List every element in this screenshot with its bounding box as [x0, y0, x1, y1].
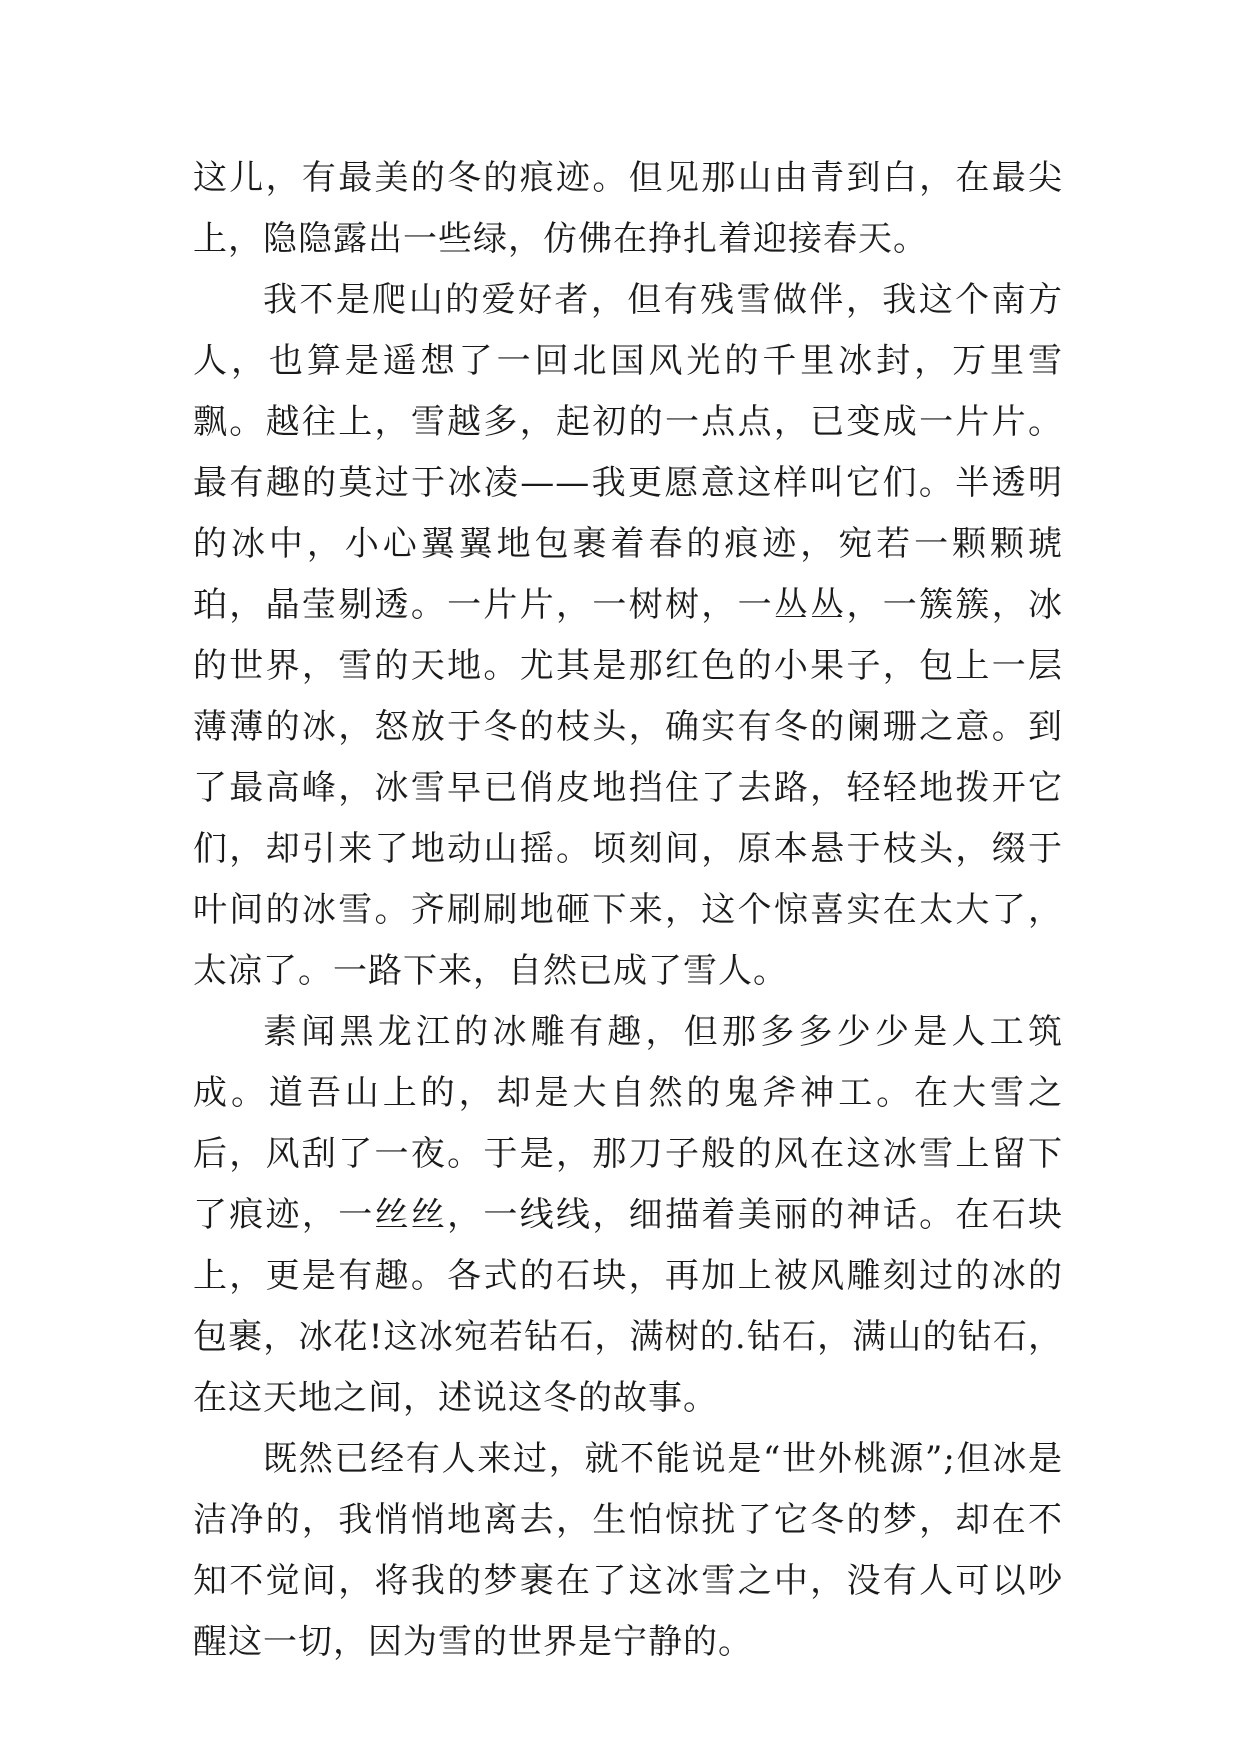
paragraph-3: 素闻黑龙江的冰雕有趣，但那多多少少是人工筑成。道吾山上的，却是大自然的鬼斧神工。在大雪之后，风刮了一夜。于是，那刀子般的风在这冰雪上留下了痕迹，一丝丝，一线线，细描着美丽的神话。在石块上，更是有趣。各式的石块，再加上被风雕刻过的冰的包裹，冰花!这冰宛若钻石，满树的.钻石，满山的钻石，在这天地之间，述说这冬的故事。	[193, 1012, 1063, 1418]
paragraph-4: 既然已经有人来过，就不能说是“世外桃源”;但冰是洁净的，我悄悄地离去，生怕惊扰了它冬的梦，却在不知不觉间，将我的梦裹在了这冰雪之中，没有人可以吵醒这一切，因为雪的世界是宁静的。	[193, 1439, 1063, 1662]
paragraph-2: 我不是爬山的爱好者，但有残雪做伴，我这个南方人，也算是遥想了一回北国风光的千里冰封，万里雪飘。越往上，雪越多，起初的一点点，已变成一片片。最有趣的莫过于冰凌——我更愿意这样叫它们。半透明的冰中，小心翼翼地包裹着春的痕迹，宛若一颗颗琥珀，晶莹剔透。一片片，一树树，一丛丛，一簇簇，冰的世界，雪的天地。尤其是那红色的小果子，包上一层薄薄的冰，怒放于冬的枝头，确实有冬的阑珊之意。到了最高峰，冰雪早已俏皮地挡住了去路，轻轻地拨开它们，却引来了地动山摇。顷刻间，原本悬于枝头，缀于叶间的冰雪。齐刷刷地砸下来，这个惊喜实在太大了，太凉了。一路下来，自然已成了雪人。	[193, 280, 1063, 991]
document-body	[193, 148, 1063, 1673]
paragraph-1: 这儿，有最美的冬的痕迹。但见那山由青到白，在最尖上，隐隐露出一些绿，仿佛在挣扎着迎接春天。	[193, 158, 1063, 259]
